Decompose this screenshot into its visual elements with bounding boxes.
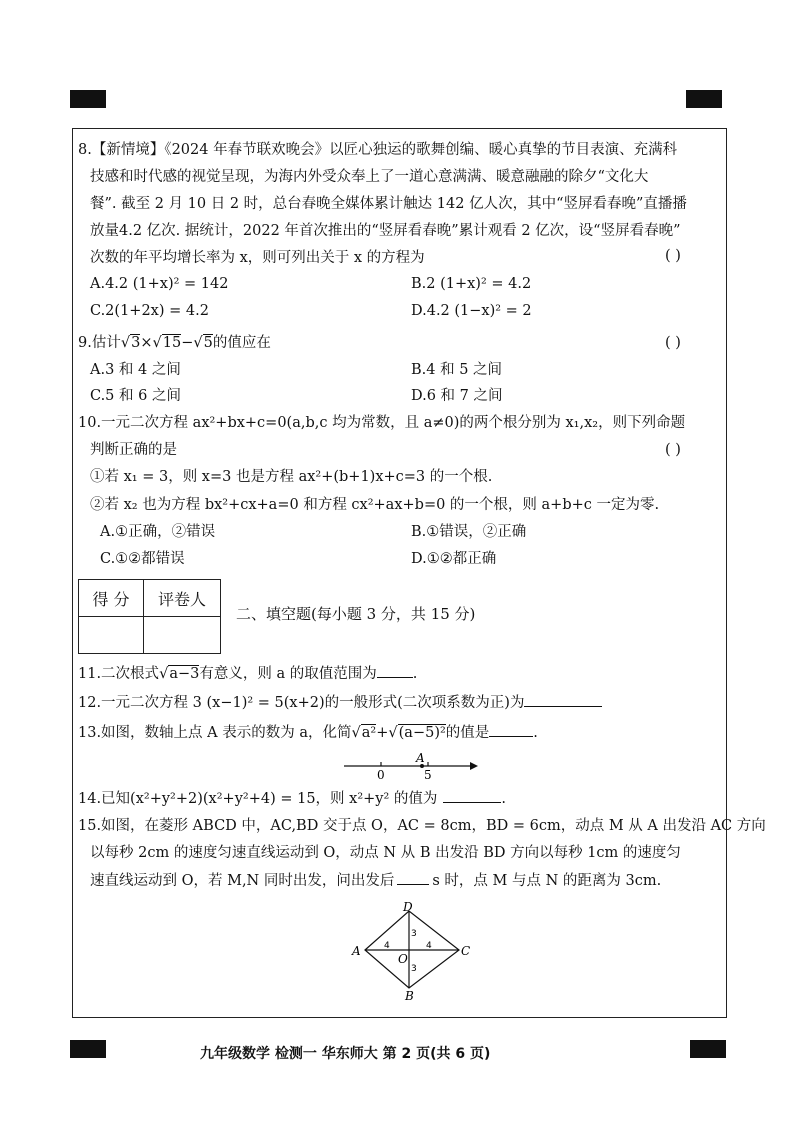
q12-text: 12.一元二次方程 3 (x−1)² = 5(x+2)的一般形式(二次项系数为正)为 [78,695,525,711]
q13-prefix: 13.如图，数轴上点 A 表示的数为 a，化简 [78,725,352,741]
q13-suffix: 的值是 [445,725,490,741]
label-a: A [416,751,425,765]
q10-answer-paren: ( ) [665,442,681,458]
q9-radicand-5: 5 [203,335,213,351]
registration-mark-top-left [70,90,106,108]
q11-end: . [412,666,418,682]
q13-stem [78,722,538,743]
center-o: O [398,952,408,966]
q8-answer-paren: ( ) [665,248,681,264]
q11-answer-blank[interactable] [377,663,413,678]
q11-radicand: a−3 [169,666,200,682]
q11-suffix: 有意义，则 a 的取值范围为 [199,666,377,682]
q10-statement-1: ①若 x₁ = 3，则 x=3 也是方程 ax²+(b+1)x+c=3 的一个根. [90,469,493,485]
q14-answer-blank[interactable] [443,788,501,803]
score-header: 得 分 [79,580,144,617]
q11-prefix: 11.二次根式 [78,666,160,682]
sqrt-sign: √ [351,725,361,741]
vertex-d: D [403,900,413,914]
q14-text: 14.已知(x²+y²+2)(x²+y²+4) = 15，则 x²+y² 的值为 [78,791,438,807]
q10-line1: 10.一元二次方程 ax²+bx+c=0(a,b,c 均为常数，且 a≠0)的两个根分别为 x₁,x₂，则下列命题 [78,415,686,431]
q13-radicand-2: (a−5)² [398,725,446,741]
q15-line3-b: s 时，点 M 与点 N 的距离为 3cm. [432,873,662,889]
q15-line3-a: 速直线运动到 O，若 M,N 同时出发，问出发后 [90,873,395,889]
q9-option-d: D.6 和 7 之间 [411,388,503,404]
q8-line5: 次数的年平均增长率为 x，则可列出关于 x 的方程为 [90,250,425,266]
q12-answer-blank[interactable] [524,692,602,707]
vertex-a: A [352,944,361,958]
q9-stem [78,333,271,353]
registration-mark-top-right [686,90,722,108]
label-zero: 0 [377,768,385,782]
sqrt-sign: √ [193,335,203,351]
q8-option-c: C.2(1+2x) = 4.2 [90,303,209,319]
q9-prefix: 9.估计 [78,335,121,351]
q8-option-a: A.4.2 (1+x)² = 142 [90,276,229,292]
sqrt-sign: √ [159,666,169,682]
q10-option-c: C.①②都错误 [100,551,185,567]
grader-header: 评卷人 [144,580,221,617]
q15-answer-blank[interactable] [397,870,429,885]
registration-mark-bottom-left [70,1040,106,1058]
rhombus-figure [350,902,480,1002]
sqrt-sign: √ [152,335,162,351]
vertex-b: B [405,989,414,1003]
sqrt-sign: √ [388,725,398,741]
length-ao: 4 [384,941,390,951]
q15-line2: 以每秒 2cm 的速度匀速直线运动到 O，动点 N 从 B 出发沿 BD 方向以每秒 1cm 的速度匀 [90,845,681,861]
score-cell[interactable] [79,617,144,654]
length-ob: 3 [411,964,417,974]
label-five: 5 [424,768,432,782]
q9-option-b: B.4 和 5 之间 [411,362,503,378]
q14-stem [78,788,506,809]
sqrt-sign: √ [120,335,131,351]
q10-option-b: B.①错误，②正确 [411,524,527,540]
score-table [78,579,221,654]
q10-option-a: A.①正确，②错误 [100,524,216,540]
grader-cell[interactable] [144,617,221,654]
q9-radicand-15: 15 [162,335,182,351]
length-od: 3 [411,929,417,939]
q13-plus: + [376,725,389,741]
q8-option-d: D.4.2 (1−x)² = 2 [411,303,532,319]
q9-times: × [140,335,153,351]
q8-line3: 餐”. 截至 2 月 10 日 2 时，总台春晚全媒体累计触达 142 亿人次，其中“竖屏看春晚”直播播 [90,196,687,212]
vertex-c: C [461,944,471,958]
q9-suffix: 的值应在 [212,335,271,351]
q8-line2: 技感和时代感的视觉呈现，为海内外受众奉上了一道心意满满、暖意融融的除夕“文化大 [90,169,649,185]
q10-statement-2: ②若 x₂ 也为方程 bx²+cx+a=0 和方程 cx²+ax+b=0 的一个根，则 a+b+c 一定为零. [90,497,660,513]
q15-line1: 15.如图，在菱形 ABCD 中，AC,BD 交于点 O，AC = 8cm，BD = 6cm，动点 M 从 A 出发沿 AC 方向 [78,818,766,834]
registration-mark-bottom-right [690,1040,726,1058]
q10-line2: 判断正确的是 [90,442,177,458]
q9-radicand-3: 3 [131,335,141,351]
length-oc: 4 [426,941,432,951]
q8-line4: 放量4.2 亿次. 据统计，2022 年首次推出的“竖屏看春晚”累计观看 2 亿次，设“竖屏看春晚” [90,223,681,239]
q13-end: . [533,725,538,741]
page-footer: 九年级数学 检测一 华东师大 第 2 页(共 6 页) [200,1046,491,1062]
q9-minus: − [181,335,194,351]
q8-line1: 8.【新情境】《2024 年春节联欢晚会》以匠心独运的歌舞创编、暖心真挚的节目表演、充满科 [78,142,678,158]
q14-end: . [501,791,507,807]
q9-option-a: A.3 和 4 之间 [90,362,181,378]
q11-stem [78,663,417,684]
q12-stem [78,692,602,713]
q8-option-b: B.2 (1+x)² = 4.2 [411,276,532,292]
q15-line3 [90,870,661,891]
q13-radicand-1: a² [361,725,377,741]
arrow-icon [470,762,478,770]
q9-answer-paren: ( ) [665,335,681,351]
section-title: 二、填空题(每小题 3 分，共 15 分) [236,605,476,623]
number-line-figure [340,752,480,780]
q13-answer-blank[interactable] [489,722,533,737]
q9-option-c: C.5 和 6 之间 [90,388,181,404]
q10-option-d: D.①②都正确 [411,551,497,567]
